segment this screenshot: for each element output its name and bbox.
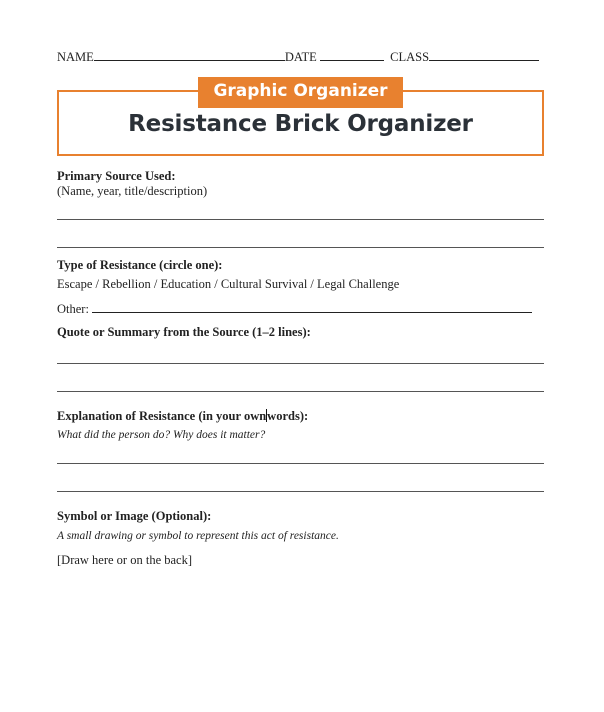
explanation-label bbox=[57, 409, 308, 424]
date-label: DATE bbox=[284, 50, 317, 64]
page-title: Resistance Brick Organizer bbox=[128, 111, 473, 137]
other-label: Other: bbox=[57, 302, 89, 316]
draw-note: [Draw here or on the back] bbox=[57, 553, 193, 567]
explanation-label-end: words): bbox=[267, 409, 309, 423]
quote-label: Quote or Summary from the Source (1–2 lines): bbox=[57, 325, 311, 339]
primary-source-line-1[interactable] bbox=[57, 219, 544, 220]
date-field[interactable] bbox=[320, 48, 384, 61]
symbol-label: Symbol or Image (Optional): bbox=[57, 509, 212, 523]
explanation-line-2[interactable] bbox=[57, 491, 544, 492]
primary-source-hint: (Name, year, title/description) bbox=[57, 184, 208, 198]
explanation-label-start: Explanation of Resistance (in your own bbox=[57, 409, 267, 423]
other-row bbox=[57, 301, 532, 317]
header-fields bbox=[57, 48, 544, 65]
other-field[interactable] bbox=[92, 301, 532, 313]
class-label: CLASS bbox=[390, 50, 430, 64]
explanation-line-1[interactable] bbox=[57, 463, 544, 464]
quote-line-1[interactable] bbox=[57, 363, 544, 364]
primary-source-line-2[interactable] bbox=[57, 247, 544, 248]
resistance-type-label: Type of Resistance (circle one): bbox=[57, 258, 223, 272]
resistance-type-options[interactable]: Escape / Rebellion / Education / Cultural Survival / Legal Challenge bbox=[57, 277, 400, 291]
primary-source-label: Primary Source Used: bbox=[57, 169, 176, 183]
explanation-hint: What did the person do? Why does it matter? bbox=[57, 429, 266, 441]
name-label: NAME bbox=[57, 50, 94, 64]
symbol-hint: A small drawing or symbol to represent this act of resistance. bbox=[57, 530, 339, 542]
quote-line-2[interactable] bbox=[57, 391, 544, 392]
class-field[interactable] bbox=[429, 48, 539, 61]
name-field[interactable] bbox=[94, 48, 285, 61]
graphic-organizer-badge: Graphic Organizer bbox=[198, 77, 403, 108]
